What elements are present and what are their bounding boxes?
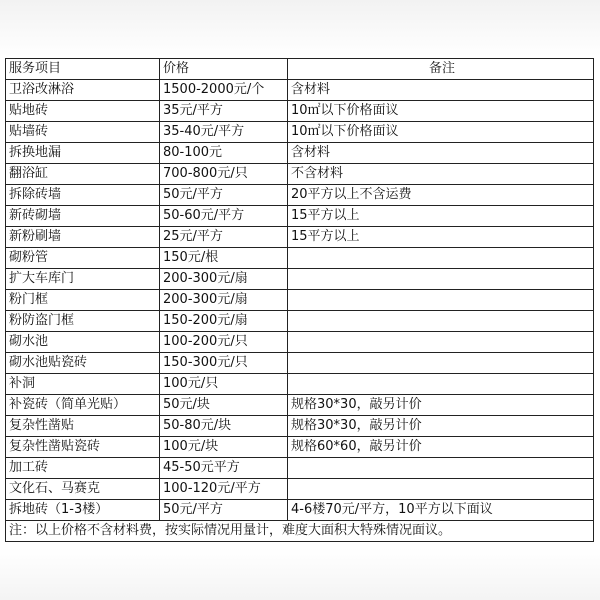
table-row [6,248,594,269]
cell-price: 100元/只 [160,374,288,395]
cell-price: 80-100元 [160,143,288,164]
table-row [6,206,594,227]
cell-service: 砌水池贴瓷砖 [6,353,160,374]
cell-price: 50-60元/平方 [160,206,288,227]
cell-service: 粉防盗门框 [6,311,160,332]
table-row [6,101,594,122]
cell-price: 50元/平方 [160,500,288,521]
table-row [6,185,594,206]
cell-price: 150元/根 [160,248,288,269]
header-remark: 备注 [288,59,594,80]
cell-service: 砌粉管 [6,248,160,269]
table-body [6,80,594,521]
footnote: 注：以上价格不含材料费，按实际情况用量计，难度大面积大特殊情况面议。 [6,521,594,542]
note-row [6,521,594,542]
cell-service: 拆地砖（1-3楼） [6,500,160,521]
table-row [6,227,594,248]
cell-price: 100-200元/只 [160,332,288,353]
cell-service: 粉门框 [6,290,160,311]
cell-price: 200-300元/扇 [160,290,288,311]
cell-service: 新砖砌墙 [6,206,160,227]
table-row [6,416,594,437]
cell-remark: 含材料 [288,143,594,164]
cell-price: 25元/平方 [160,227,288,248]
cell-remark: 4-6楼70元/平方，10平方以下面议 [288,500,594,521]
table-row [6,311,594,332]
cell-remark [288,458,594,479]
cell-price: 50-80元/块 [160,416,288,437]
table-row [6,458,594,479]
cell-remark: 规格30*30，敲另计价 [288,395,594,416]
cell-price: 100元/块 [160,437,288,458]
cell-service: 加工砖 [6,458,160,479]
cell-remark: 规格60*60，敲另计价 [288,437,594,458]
cell-remark [288,332,594,353]
cell-remark [288,353,594,374]
cell-price: 45-50元平方 [160,458,288,479]
cell-remark [288,248,594,269]
cell-remark: 10㎡以下价格面议 [288,122,594,143]
table-row [6,395,594,416]
cell-remark [288,374,594,395]
table-row [6,269,594,290]
price-table [5,58,594,542]
cell-price: 150-300元/只 [160,353,288,374]
table-row [6,500,594,521]
table-row [6,332,594,353]
cell-service: 砌水池 [6,332,160,353]
cell-service: 补洞 [6,374,160,395]
cell-price: 200-300元/扇 [160,269,288,290]
table-row [6,374,594,395]
cell-service: 贴地砖 [6,101,160,122]
cell-remark [288,311,594,332]
cell-price: 1500-2000元/个 [160,80,288,101]
header-price: 价格 [160,59,288,80]
cell-service: 补瓷砖（简单光贴） [6,395,160,416]
table-row [6,479,594,500]
cell-service: 贴墙砖 [6,122,160,143]
cell-remark: 10㎡以下价格面议 [288,101,594,122]
table-row [6,143,594,164]
cell-service: 扩大车库门 [6,269,160,290]
cell-remark: 15平方以上 [288,206,594,227]
page-background-bottom [0,548,600,600]
page-background-top [0,0,600,56]
table-row [6,290,594,311]
table-row [6,353,594,374]
cell-remark: 15平方以上 [288,227,594,248]
cell-service: 复杂性凿贴瓷砖 [6,437,160,458]
cell-service: 新粉刷墙 [6,227,160,248]
cell-remark [288,269,594,290]
cell-price: 35-40元/平方 [160,122,288,143]
cell-price: 700-800元/只 [160,164,288,185]
cell-remark: 规格30*30，敲另计价 [288,416,594,437]
table-row [6,122,594,143]
cell-price: 50元/平方 [160,185,288,206]
cell-remark: 含材料 [288,80,594,101]
cell-price: 150-200元/扇 [160,311,288,332]
cell-price: 100-120元/平方 [160,479,288,500]
cell-price: 35元/平方 [160,101,288,122]
cell-service: 翻浴缸 [6,164,160,185]
table-row [6,80,594,101]
header-service: 服务项目 [6,59,160,80]
cell-remark [288,290,594,311]
cell-service: 文化石、马赛克 [6,479,160,500]
table-row [6,437,594,458]
table-header-row [6,59,594,80]
cell-service: 卫浴改淋浴 [6,80,160,101]
cell-service: 拆除砖墙 [6,185,160,206]
cell-remark: 20平方以上不含运费 [288,185,594,206]
cell-remark: 不含材料 [288,164,594,185]
cell-price: 50元/块 [160,395,288,416]
table-row [6,164,594,185]
cell-service: 复杂性凿贴 [6,416,160,437]
cell-remark [288,479,594,500]
cell-service: 拆换地漏 [6,143,160,164]
